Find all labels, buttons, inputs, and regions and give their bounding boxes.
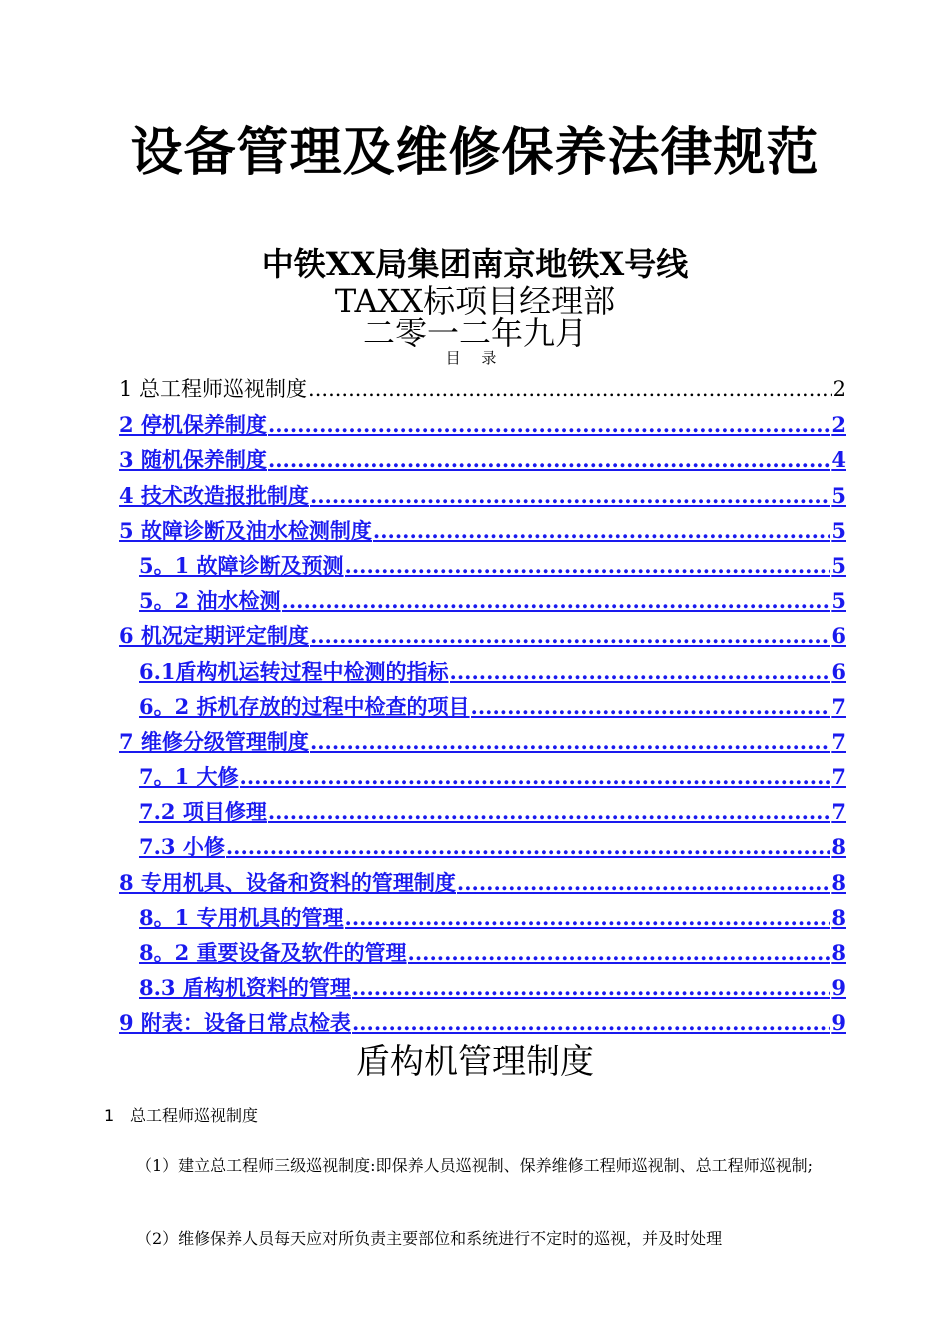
toc-leader-dots xyxy=(310,724,830,759)
toc-leader-dots xyxy=(268,442,830,477)
paragraph: （2）维修保养人员每天应对所负责主要部位和系统进行不定时的巡视，并及时处理 xyxy=(136,1229,723,1248)
toc-leader-dots xyxy=(268,407,830,442)
toc-entry[interactable] xyxy=(119,478,846,513)
section-heading-text: 总工程师巡视制度 xyxy=(130,1106,259,1125)
toc-entry-label: 8 专用机具、设备和资料的管理制度 xyxy=(119,869,456,895)
toc-entry[interactable] xyxy=(119,513,846,548)
toc-leader-dots xyxy=(345,900,831,935)
toc-leader-dots xyxy=(352,1005,830,1040)
toc-entry-label: 8.3 盾构机资料的管理 xyxy=(139,975,351,1001)
toc-entry-label: 7.3 小修 xyxy=(139,834,225,860)
section-heading-number: 1 xyxy=(104,1106,115,1125)
toc-entry-page: 9 xyxy=(831,975,846,1001)
toc-entry-label: 7。1 大修 xyxy=(139,764,239,790)
toc-entry-page: 7 xyxy=(831,728,846,754)
toc-entry-page: 8 xyxy=(831,869,846,895)
toc-entry-page: 4 xyxy=(831,447,846,473)
toc-leader-dots xyxy=(308,372,832,407)
toc-entry-label: 4 技术改造报批制度 xyxy=(119,482,309,508)
toc-entry-label: 5。2 油水检测 xyxy=(139,588,281,614)
toc-entry-page: 5 xyxy=(831,482,846,508)
toc-leader-dots xyxy=(282,583,831,618)
toc-leader-dots xyxy=(373,513,830,548)
toc-entry[interactable] xyxy=(119,1005,846,1040)
toc-leader-dots xyxy=(268,794,831,829)
toc-entry-page: 7 xyxy=(831,693,846,719)
toc-entry[interactable] xyxy=(119,724,846,759)
toc-entry[interactable] xyxy=(119,618,846,653)
section-title: 盾构机管理制度 xyxy=(356,1042,594,1082)
toc-entry-label: 6.1盾构机运转过程中检测的指标 xyxy=(139,658,449,684)
toc-entry[interactable] xyxy=(119,970,846,1005)
toc-entry-label: 8。2 重要设备及软件的管理 xyxy=(139,940,407,965)
subtitle-organization: 中铁XX局集团南京地铁X号线 xyxy=(261,245,689,283)
toc-entry-page: 6 xyxy=(831,623,846,649)
toc-entry-label: 8。1 专用机具的管理 xyxy=(139,904,344,930)
toc-entry[interactable] xyxy=(119,407,846,442)
toc-entry-page: 2 xyxy=(831,412,846,438)
toc-entry-label: 5。1 故障诊断及预测 xyxy=(139,552,344,578)
toc-entry[interactable] xyxy=(119,583,846,618)
toc-entry-label: 6。2 拆机存放的过程中检查的项目 xyxy=(139,693,470,719)
toc-entry-page: 5 xyxy=(831,588,846,614)
toc-leader-dots xyxy=(352,970,831,1005)
toc-entry-label: 7 维修分级管理制度 xyxy=(119,728,309,754)
toc-entry[interactable] xyxy=(119,759,846,794)
toc-entry xyxy=(119,372,846,407)
table-of-contents xyxy=(119,372,846,1041)
toc-entry[interactable] xyxy=(119,865,846,900)
toc-leader-dots xyxy=(226,829,831,864)
toc-leader-dots xyxy=(310,478,830,513)
toc-leader-dots xyxy=(450,654,831,689)
toc-entry[interactable] xyxy=(119,900,846,935)
toc-leader-dots xyxy=(457,865,830,900)
toc-entry-page: 8 xyxy=(831,940,846,965)
toc-heading: 目 录 xyxy=(445,349,505,367)
toc-entry[interactable] xyxy=(119,935,846,970)
toc-entry[interactable] xyxy=(119,794,846,829)
toc-entry[interactable] xyxy=(119,442,846,477)
toc-leader-dots xyxy=(310,618,830,653)
toc-entry[interactable] xyxy=(119,689,846,724)
toc-leader-dots xyxy=(471,689,831,724)
toc-leader-dots xyxy=(408,935,831,970)
subtitle-date: 二零一二年九月 xyxy=(362,314,587,352)
toc-entry-label: 3 随机保养制度 xyxy=(119,447,267,473)
subtitle-department: TAXX标项目经理部 xyxy=(334,282,616,320)
toc-entry-page: 8 xyxy=(831,904,846,930)
paragraph: （1）建立总工程师三级巡视制度:即保养人员巡视制、保养维修工程师巡视制、总工程师巡视制; xyxy=(136,1156,813,1175)
toc-entry-label: 7.2 项目修理 xyxy=(139,799,267,825)
section-heading xyxy=(104,1103,258,1126)
toc-entry-label: 1 总工程师巡视制度 xyxy=(119,377,308,401)
toc-entry-page: 7 xyxy=(831,764,846,790)
toc-entry[interactable] xyxy=(119,548,846,583)
document-title: 设备管理及维修保养法律规范 xyxy=(130,123,820,183)
toc-entry-page: 6 xyxy=(831,658,846,684)
toc-entry-page: 8 xyxy=(831,834,846,860)
toc-entry-label: 6 机况定期评定制度 xyxy=(119,623,309,649)
toc-entry-page: 5 xyxy=(831,552,846,578)
toc-entry-label: 2 停机保养制度 xyxy=(119,412,267,438)
toc-leader-dots xyxy=(345,548,831,583)
toc-leader-dots xyxy=(240,759,831,794)
toc-entry-label: 5 故障诊断及油水检测制度 xyxy=(119,517,372,543)
toc-entry-page: 5 xyxy=(831,517,846,543)
toc-entry-label: 9 附表：设备日常点检表 xyxy=(119,1010,351,1036)
toc-entry-page: 2 xyxy=(832,377,846,401)
toc-entry-page: 7 xyxy=(831,799,846,825)
toc-entry[interactable] xyxy=(119,829,846,864)
toc-entry[interactable] xyxy=(119,654,846,689)
toc-entry-page: 9 xyxy=(831,1010,846,1036)
